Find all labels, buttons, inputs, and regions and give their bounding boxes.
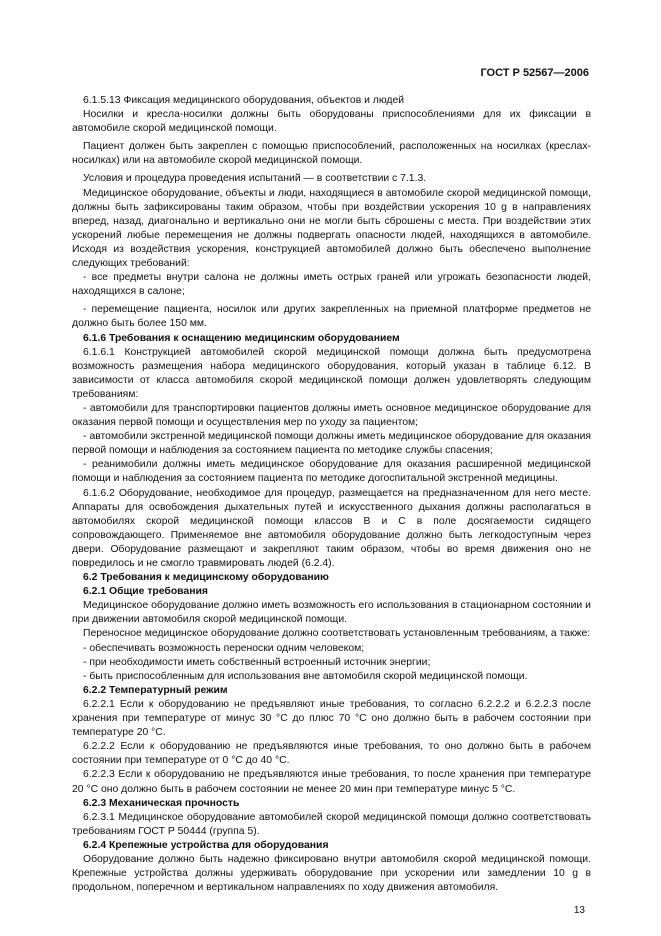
section-heading: 6.2.4 Крепежные устройства для оборудования: [83, 839, 329, 851]
section-heading: 6.2.2 Температурный режим: [83, 684, 228, 696]
paragraph: Пациент должен быть закреплен с помощью приспособлений, расположенных на носилках (креслах-носилках) или на автомобиле скорой медицинской помощи.: [72, 141, 591, 167]
page-number: 13: [573, 905, 585, 916]
paragraph: Оборудование должно быть надежно фиксировано внутри автомобиля скорой медицинской помощи. Крепежные устройства должны удерживать оборудование при ускорении или замедлении 10 g в продольном, поперечном и вертикальном направлениях по ходу движения автомобиля.: [72, 853, 591, 894]
paragraph: - при необходимости иметь собственный встроенный источник энергии;: [83, 656, 431, 668]
paragraph: Медицинское оборудование, объекты и люди, находящиеся в автомобиле скорой медицинской помощи, должны быть зафиксированы таким образом, чтобы при воздействии ускорения 10 g в направлениях вперед, назад, диагонально и вертикально они не могли быть сброшены с места. При воздействии этих ускорений любые перемещения не должны подвергать опасности людей, находящихся в автомобиле. Исходя из воздействия ускорения, конструкцией автомобилей должно быть обеспечено выполнение следующих требований:: [72, 187, 591, 270]
paragraph: 6.1.6.2 Оборудование, необходимое для процедур, размещается на предназначенном для него месте. Аппараты для освобождения дыхательных путей и искусственного дыхания должны располагаться в автомобилях скорой медицинской помощи классов В и С в поле досягаемости сидящего сопровождающего. Применяемое вне автомобиля оборудование должно быть легкодоступным через двери. Оборудование размещают и закрепляют таким образом, чтобы во время движения оно не повредилось и не смогло травмировать людей (6.2.4).: [72, 487, 591, 569]
paragraph: Переносное медицинское оборудование должно соответствовать установленным требованиям, а также:: [83, 628, 591, 640]
paragraph: - обеспечивать возможность переноски одним человеком;: [83, 642, 365, 654]
paragraph: Условия и процедура проведения испытаний — в соответствии с 7.1.3.: [83, 173, 427, 185]
document-body: [72, 94, 591, 895]
paragraph: - все предметы внутри салона не должны иметь острых граней или угрожать безопасности людей, находящихся в салоне;: [72, 272, 591, 298]
paragraph: 6.1.5.13 Фиксация медицинского оборудования, объектов и людей: [83, 95, 405, 106]
paragraph: Носилки и кресла-носилки должны быть оборудованы приспособлениями для их фиксации в автомобиле скорой медицинской помощи.: [72, 109, 591, 135]
section-heading: 6.2 Требования к медицинскому оборудованию: [83, 572, 329, 584]
document-header: ГОСТ Р 52567—2006: [480, 67, 589, 79]
paragraph: 6.2.2.1 Если к оборудованию не предъявляют иные требования, то согласно 6.2.2.2 и 6.2.2.3 после хранения при температуре от минус 30 °С до плюс 70 °С оно должно быть в рабочем состоянии при температуре 20 °С.: [72, 698, 591, 739]
paragraph: - автомобили для транспортировки пациентов должны иметь основное медицинское оборудование для оказания первой помощи и осуществления мер по уходу за пациентом;: [72, 402, 591, 429]
section-heading: 6.1.6 Требования к оснащению медицинским оборудованием: [83, 332, 400, 344]
paragraph: 6.1.6.1 Конструкцией автомобилей скорой медицинской помощи должна быть предусмотрена возможность размещения набора медицинского оборудования, который указан в таблице 6.12. В зависимости от класса автомобиля скорой медицинской помощи должен удовлетворять следующим требованиям:: [72, 346, 591, 400]
paragraph: 6.2.2.2 Если к оборудованию не предъявляются иные требования, то оно должно быть в рабочем состоянии при температуре от 0 °С до 40 °С.: [72, 741, 591, 767]
paragraph: - перемещение пациента, носилок или других закрепленных на приемной платформе предметов не должно быть более 150 мм.: [72, 304, 591, 330]
paragraph: - автомобили экстренной медицинской помощи должны иметь медицинское оборудование для оказания первой помощи и наблюдения за состоянием пациента по методике службы спасения;: [72, 431, 591, 457]
paragraph: - реанимобили должны иметь медицинское оборудование для оказания расширенной медицинской помощи и наблюдения за состоянием пациента по методике догоспитальной экстренной медицины.: [72, 459, 591, 485]
paragraph: 6.2.3.1 Медицинское оборудование автомобилей скорой медицинской помощи должно соответствовать требованиям ГОСТ Р 50444 (группа 5).: [72, 811, 591, 837]
paragraph: 6.2.2.3 Если к оборудованию не предъявляются иные требования, то после хранения при температуре 20 °С оно должно быть в рабочем состоянии не менее 20 мин при температуре минус 5 °С.: [72, 769, 591, 795]
paragraph: Медицинское оборудование должно иметь возможность его использования в стационарном состоянии и при движении автомобиля скорой медицинской помощи.: [72, 600, 591, 626]
section-heading: 6.2.1 Общие требования: [83, 586, 208, 598]
section-heading: 6.2.3 Механическая прочность: [83, 797, 240, 809]
paragraph: - быть приспособленным для использования вне автомобиля скорой медицинской помощи.: [83, 670, 528, 682]
